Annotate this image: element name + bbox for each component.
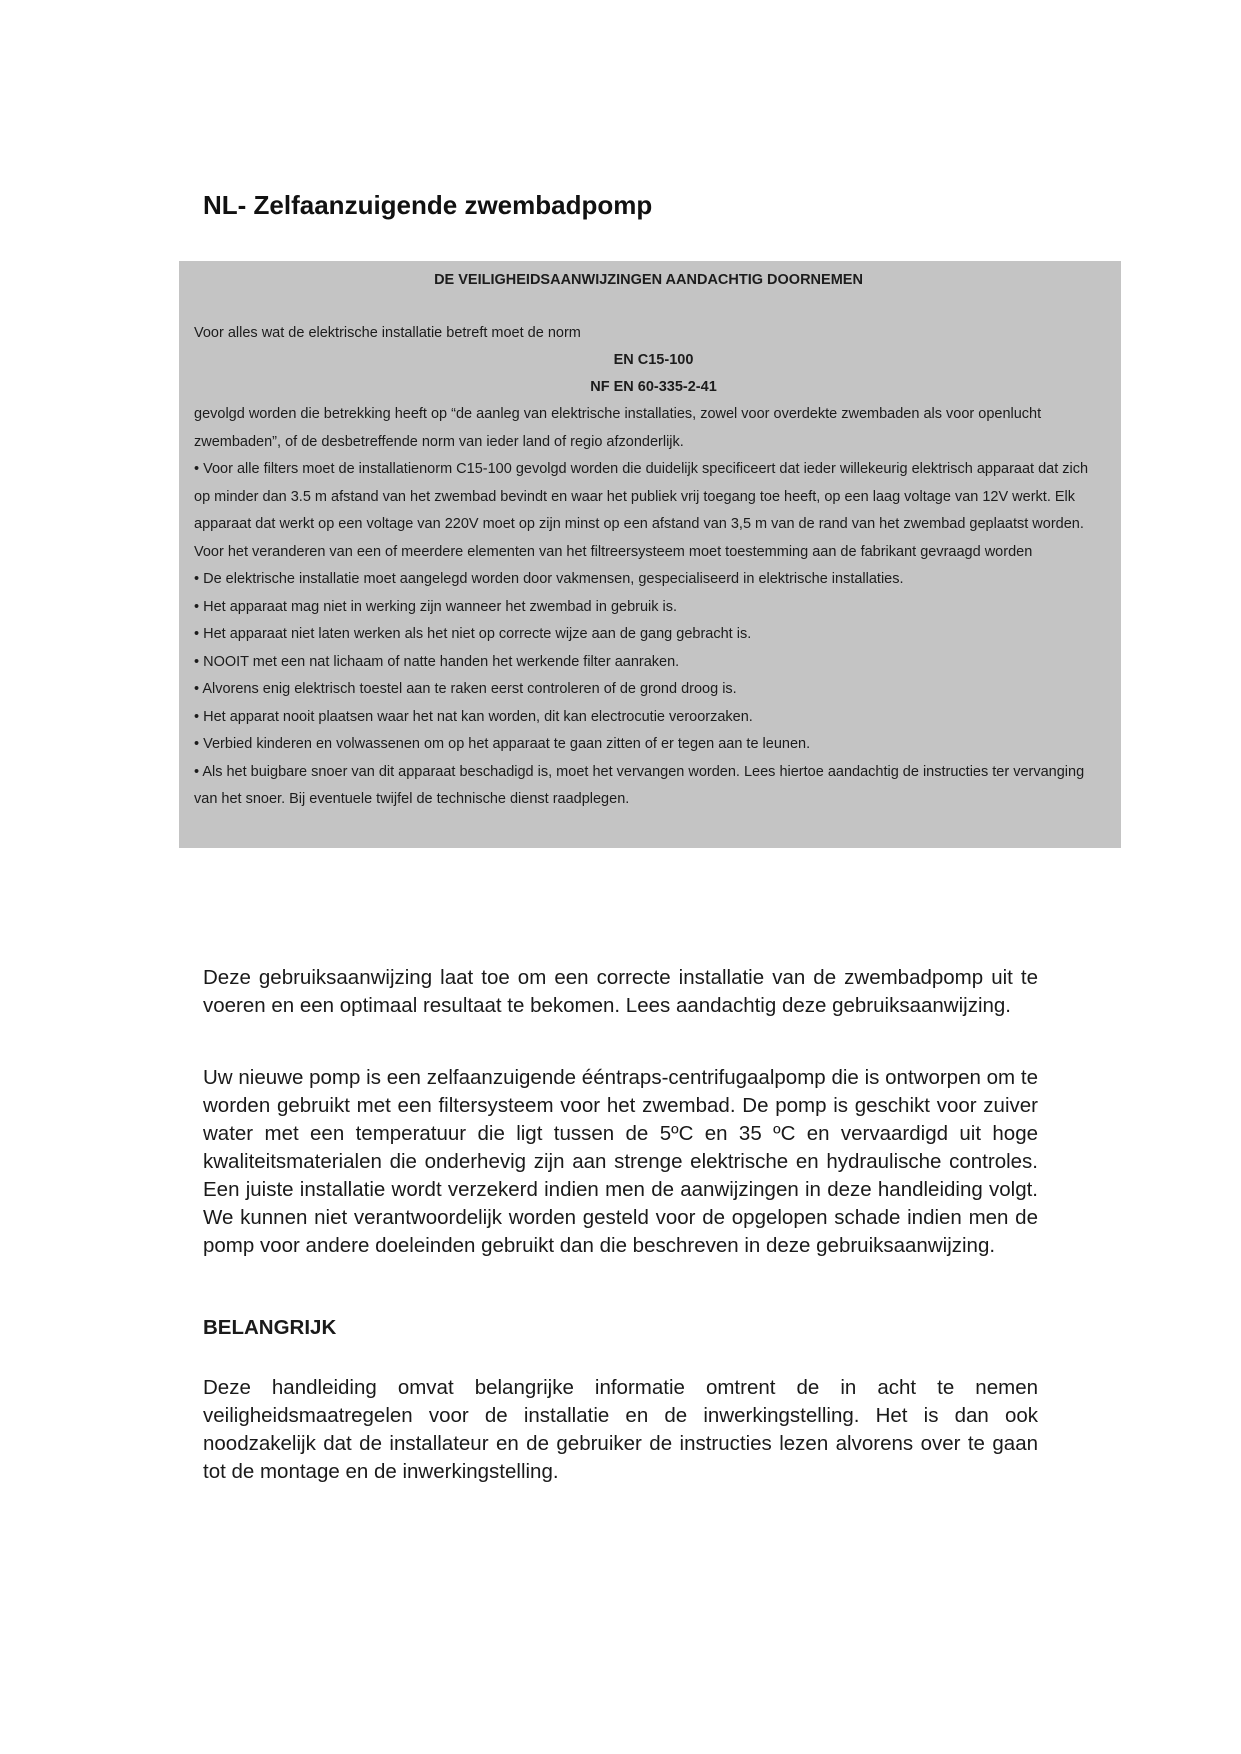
safety-bullet: • Alvorens enig elektrisch toestel aan te raken eerst controleren of de grond droog is. xyxy=(194,676,1103,704)
important-paragraph: Deze handleiding omvat belangrijke informatie omtrent de in acht te nemen veiligheidsmaatregelen voor de installatie en de inwerkingstelling. Het is dan ook noodzakelijk dat de installateur en de gebruiker de instructies lezen alvorens over te gaan tot de montage en de inwerkingstelling. xyxy=(203,1376,1038,1483)
safety-bullet: • Het apparaat niet laten werken als het niet op correcte wijze aan de gang gebracht is. xyxy=(194,621,1103,649)
norm-continuation: gevolgd worden die betrekking heeft op “de aanleg van elektrische installaties, zowel voor overdekte zwembaden als voor openlucht zwembaden”, of de desbetreffende norm van ieder land of regio afzonderlijk. xyxy=(194,406,1042,450)
safety-bullet: • Het apparaat mag niet in werking zijn wanneer het zwembad in gebruik is. xyxy=(194,594,1103,622)
norm-nf-en-60-335: NF EN 60-335-2-41 xyxy=(590,379,717,395)
important-heading: BELANGRIJK xyxy=(203,1316,337,1339)
norm-intro: Voor alles wat de elektrische installatie betreft moet de norm xyxy=(194,325,581,341)
safety-instructions-box xyxy=(179,261,1121,848)
safety-heading: DE VEILIGHEIDSAANWIJZINGEN AANDACHTIG DOORNEMEN xyxy=(434,272,863,288)
safety-bullet: • NOOIT met een nat lichaam of natte handen het werkende filter aanraken. xyxy=(194,649,1103,677)
norm-en-c15-100: EN C15-100 xyxy=(613,352,694,368)
safety-bullet: • Als het buigbare snoer van dit apparaat beschadigd is, moet het vervangen worden. Lees hiertoe aandachtig de instructies ter vervanging van het snoer. Bij eventuele twijfel de technische dienst raadplegen. xyxy=(194,759,1103,814)
safety-bullet: • Verbied kinderen en volwassenen om op het apparaat te gaan zitten of er tegen aan te leunen. xyxy=(194,731,1103,759)
pump-description-paragraph: Uw nieuwe pomp is een zelfaanzuigende ééntraps-centrifugaalpomp die is ontworpen om te worden gebruikt met een filtersysteem voor het zwembad. De pomp is geschikt voor zuiver water met een temperatuur die ligt tussen de 5ºC en 35 ºC en vervaardigd uit hoge kwaliteitsmaterialen die onderhevig zijn aan strenge elektrische en hydraulische controles. Een juiste installatie wordt verzekerd indien men de aanwijzingen in deze handleiding volgt. We kunnen niet verantwoordelijk worden gesteld voor de opgelopen schade indien men de pomp voor andere doeleinden gebruikt dan die beschreven in deze gebruiksaanwijzing. xyxy=(203,1066,1038,1257)
safety-bullet: • Het apparat nooit plaatsen waar het nat kan worden, dit kan electrocutie veroorzaken. xyxy=(194,704,1103,732)
safety-bullet: • De elektrische installatie moet aangelegd worden door vakmensen, gespecialiseerd in elektrische installaties. xyxy=(194,566,1103,594)
safety-bullet: • Voor alle filters moet de installatienorm C15-100 gevolgd worden die duidelijk specificeert dat ieder willekeurig elektrisch apparaat dat zich op minder dan 3.5 m afstand van het zwembad bevindt en waar het publiek vrij toegang toe heeft, op een laag voltage van 12V werkt. Elk apparaat dat werkt op een voltage van 220V moet op zijn minst op een afstand van 3,5 m van de rand van het zwembad geplaatst worden. Voor het veranderen van een of meerdere elementen van het filtreersysteem moet toestemming aan de fabrikant gevraagd worden xyxy=(194,456,1103,566)
safety-bullet-list xyxy=(194,456,1103,814)
page-title: NL- Zelfaanzuigende zwembadpomp xyxy=(203,190,653,220)
intro-paragraph: Deze gebruiksaanwijzing laat toe om een correcte installatie van de zwembadpomp uit te voeren en een optimaal resultaat te bekomen. Lees aandachtig deze gebruiksaanwijzing. xyxy=(203,966,1038,1017)
